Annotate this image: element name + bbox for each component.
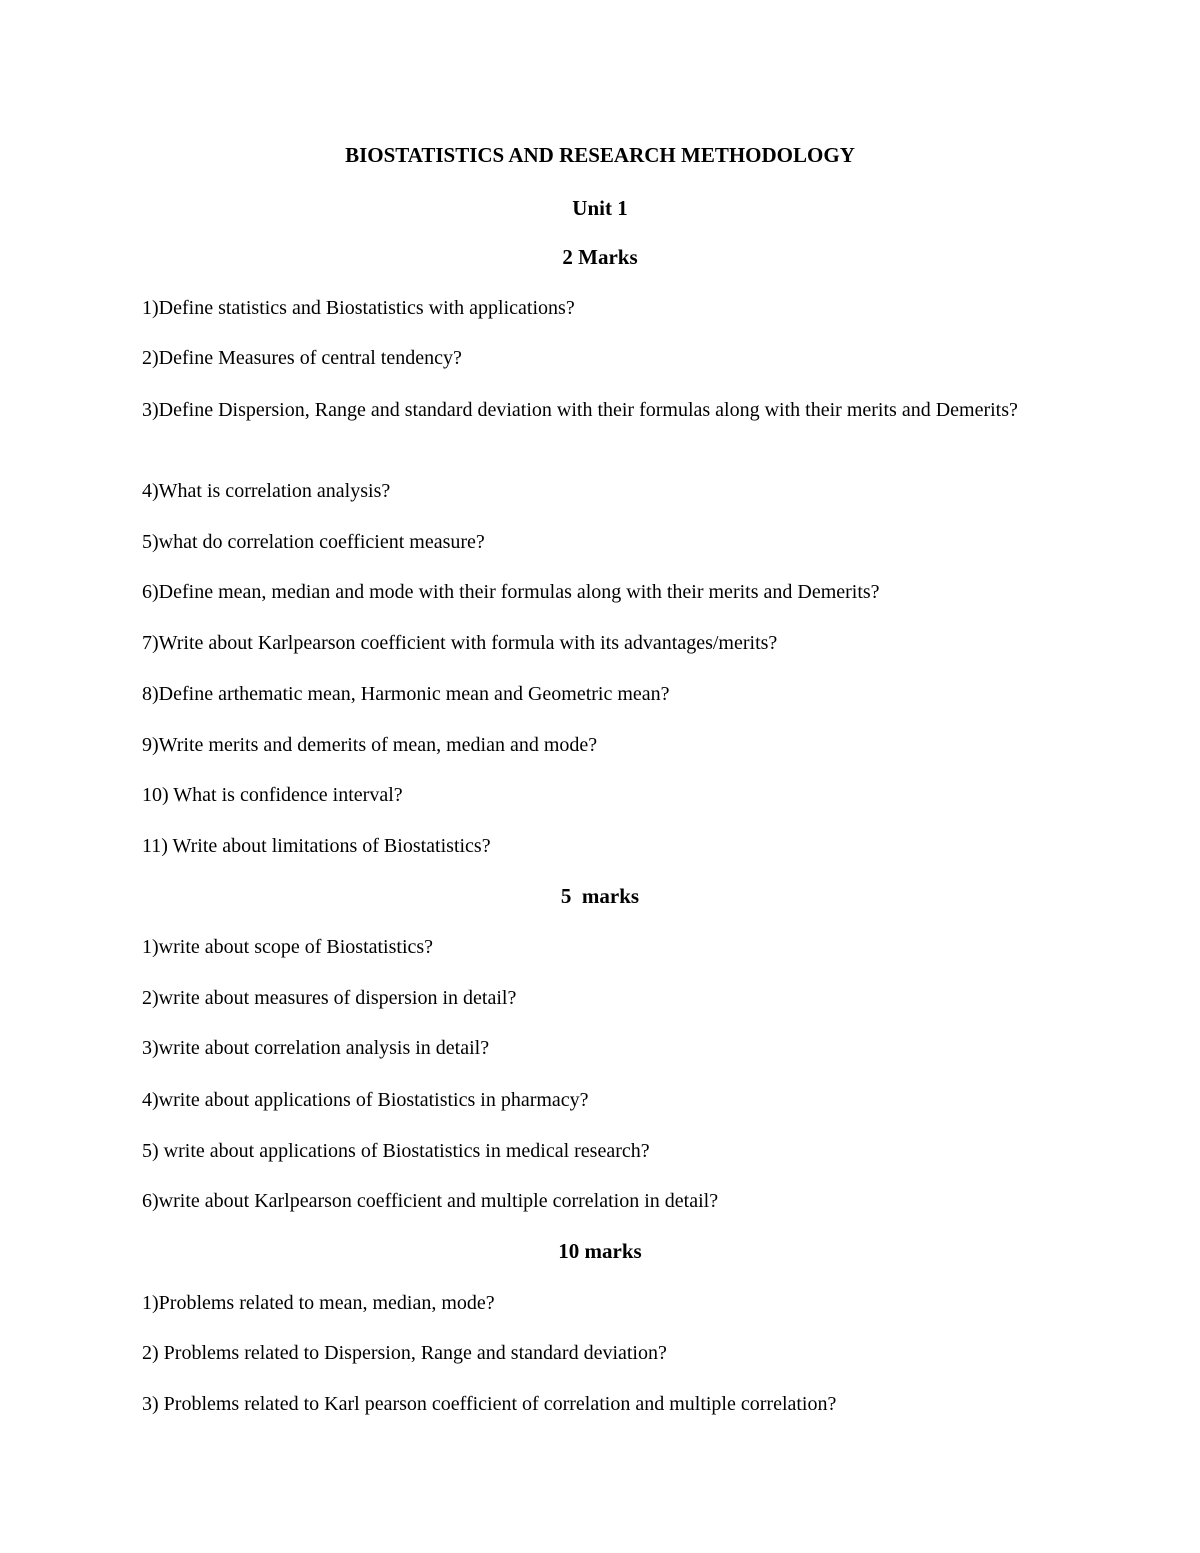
question-item: 2) Problems related to Dispersion, Range and standard deviation?: [142, 1342, 667, 1364]
section-heading-2-marks: 2 Marks: [562, 245, 638, 269]
question-item: 5)what do correlation coefficient measure?: [142, 531, 485, 553]
question-item: 3)write about correlation analysis in detail?: [142, 1037, 490, 1059]
question-item: 2)Define Measures of central tendency?: [142, 347, 462, 369]
question-item: 2)write about measures of dispersion in detail?: [142, 987, 517, 1009]
question-item: 3)Define Dispersion, Range and standard deviation with their formulas along with their merits and Demerits?: [142, 399, 1018, 421]
question-item: 5) write about applications of Biostatistics in medical research?: [142, 1140, 650, 1162]
question-item: 9)Write merits and demerits of mean, median and mode?: [142, 734, 598, 756]
question-item: 11) Write about limitations of Biostatistics?: [142, 835, 491, 857]
question-item: 8)Define arthematic mean, Harmonic mean and Geometric mean?: [142, 683, 670, 705]
question-item: 4)write about applications of Biostatistics in pharmacy?: [142, 1089, 589, 1111]
section-heading-10-marks: 10 marks: [558, 1239, 642, 1263]
question-item: 3) Problems related to Karl pearson coefficient of correlation and multiple correlation?: [142, 1393, 837, 1415]
question-item: 4)What is correlation analysis?: [142, 480, 391, 502]
question-item: 1)Define statistics and Biostatistics with applications?: [142, 297, 575, 319]
question-item: 1)write about scope of Biostatistics?: [142, 936, 434, 958]
unit-heading: Unit 1: [572, 196, 628, 220]
question-item: 6)write about Karlpearson coefficient and multiple correlation in detail?: [142, 1190, 719, 1212]
question-item: 6)Define mean, median and mode with their formulas along with their merits and Demerits?: [142, 581, 880, 603]
question-item: 7)Write about Karlpearson coefficient with formula with its advantages/merits?: [142, 632, 778, 654]
document-title: BIOSTATISTICS AND RESEARCH METHODOLOGY: [345, 143, 855, 167]
section-heading-5-marks: 5 marks: [560, 884, 640, 908]
question-item: 10) What is confidence interval?: [142, 784, 403, 806]
question-item: 1)Problems related to mean, median, mode?: [142, 1292, 495, 1314]
